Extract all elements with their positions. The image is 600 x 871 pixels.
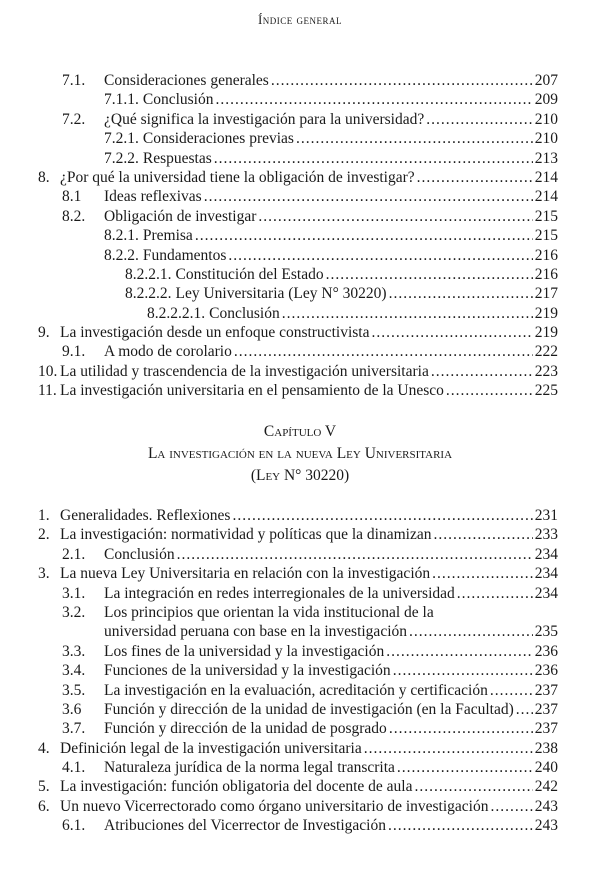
entry-title: Atribuciones del Vicerrector de Investigación (104, 817, 386, 835)
toc-entry[interactable] (0, 90, 600, 109)
dot-leader (433, 525, 532, 544)
toc-entry[interactable] (0, 506, 600, 525)
entry-title-line (104, 681, 558, 700)
entry-number: 4. (38, 739, 50, 757)
toc-entry[interactable] (0, 168, 600, 187)
dot-leader (397, 758, 533, 777)
dot-leader (516, 700, 533, 719)
dot-leader (228, 246, 532, 265)
entry-number: 7.2. (62, 110, 86, 128)
entry-title: Premisa (142, 227, 193, 245)
entry-title-line (104, 719, 558, 738)
dot-leader (491, 797, 533, 816)
toc-entry[interactable] (0, 777, 600, 796)
entry-title-line (125, 265, 558, 284)
dot-leader (432, 564, 533, 583)
dot-leader (389, 719, 533, 738)
entry-title-line (104, 700, 558, 719)
entry-title-line (104, 661, 558, 680)
entry-title: Función y dirección de la unidad de investigación (en la Facultad) (104, 700, 514, 718)
entry-title-line (60, 777, 558, 796)
entry-title: A modo de corolario (104, 343, 232, 361)
entry-title: Funciones de la universidad y la investigación (104, 662, 391, 680)
entry-title: Conclusión (142, 91, 214, 109)
entry-page: 238 (534, 739, 558, 757)
entry-title: Conclusión (209, 304, 280, 322)
entry-number: 8. (38, 168, 50, 186)
entry-page: 237 (534, 700, 558, 718)
entry-title: Definición legal de la investigación universitaria (60, 739, 362, 757)
toc-entry[interactable] (0, 226, 600, 245)
entry-number: 8.2.2.2. (125, 285, 172, 303)
entry-title-line (104, 246, 558, 265)
entry-title-line (104, 816, 558, 835)
toc-entry[interactable] (0, 342, 600, 361)
entry-number: 7.2.1. (104, 130, 139, 148)
entry-page: 214 (534, 188, 558, 206)
entry-number: 3.1. (62, 584, 86, 602)
toc-entry[interactable] (0, 661, 600, 680)
entry-page: 209 (534, 91, 558, 109)
toc-entry[interactable] (0, 739, 600, 758)
entry-title: Un nuevo Vicerrectorado como órgano universitario de investigación (60, 797, 489, 815)
dot-leader (282, 304, 533, 323)
dot-leader (258, 207, 532, 226)
dot-leader (388, 816, 533, 835)
entry-number: 8.2.2.1. (125, 265, 172, 283)
entry-number: 3.6 (62, 700, 82, 718)
entry-title: ¿Qué significa la investigación para la universidad? (104, 110, 425, 128)
entry-title-line (104, 187, 558, 206)
dot-leader (271, 71, 533, 90)
chapter-label: Capítulo V (263, 423, 337, 440)
entry-page: 222 (534, 343, 558, 361)
entry-page: 210 (534, 110, 558, 128)
toc-entry[interactable] (0, 525, 600, 544)
entry-page: 237 (534, 720, 558, 738)
dot-leader (426, 110, 533, 129)
dot-leader (204, 187, 533, 206)
dot-leader (389, 284, 533, 303)
entry-title: Función y dirección de la unidad de posgrado (104, 720, 387, 738)
toc-entry[interactable] (0, 71, 600, 90)
entry-page: 236 (534, 662, 558, 680)
toc-entry[interactable] (0, 284, 600, 303)
toc-entry[interactable] (0, 700, 600, 719)
entry-title-line (104, 207, 558, 226)
entry-title: La integración en redes interregionales de la universidad (104, 584, 455, 602)
entry-title: Generalidades. Reflexiones (60, 507, 231, 524)
dot-leader (195, 226, 533, 245)
entry-page: 214 (534, 168, 558, 186)
dot-leader (393, 661, 533, 680)
entry-title: ¿Por qué la universidad tiene la obligación de investigar? (60, 168, 415, 186)
entry-title: Constitución del Estado (175, 265, 324, 283)
entry-page: 219 (534, 304, 558, 322)
toc-entry[interactable] (0, 564, 600, 583)
entry-title-line (60, 797, 558, 816)
entry-title: La investigación en la evaluación, acreditación y certificación (104, 681, 488, 699)
entry-number: 3.3. (62, 642, 86, 660)
dot-leader (415, 777, 533, 796)
entry-title: La investigación: normatividad y políticas que la dinamizan (60, 526, 432, 544)
entry-number: 3.4. (62, 662, 86, 680)
entry-title: Respuestas (142, 149, 212, 167)
toc-entry[interactable] (0, 816, 600, 835)
dot-leader (232, 506, 532, 525)
entry-title-line (60, 506, 558, 525)
entry-title-line (104, 642, 558, 661)
entry-page: 219 (534, 324, 558, 342)
entry-number: 7.1. (62, 72, 86, 89)
toc-entry[interactable] (0, 265, 600, 284)
entry-title: Consideraciones previas (142, 130, 294, 148)
entry-number: 5. (38, 778, 50, 796)
entry-number: 9. (38, 324, 50, 342)
toc-entry[interactable] (0, 207, 600, 226)
entry-title: Ideas reflexivas (104, 188, 202, 206)
entry-number: 3.5. (62, 681, 86, 699)
entry-number: 8.2.1. (104, 227, 139, 245)
entry-number: 10. (38, 362, 58, 380)
entry-title: Obligación de investigar (104, 207, 257, 225)
entry-title-line (104, 342, 558, 361)
entry-page: 237 (534, 681, 558, 699)
toc-entry[interactable] (0, 797, 600, 816)
entry-page: 215 (534, 207, 558, 225)
entry-page: 233 (534, 526, 558, 544)
entry-number: 2. (38, 526, 50, 544)
entry-page: 216 (534, 246, 558, 264)
entry-page: 242 (534, 778, 558, 796)
entry-number: 3. (38, 565, 50, 583)
chapter-subtitle: (Ley N° 30220) (250, 467, 350, 484)
dot-leader (446, 381, 533, 400)
entry-page: 234 (534, 565, 558, 583)
entry-title: Los fines de la universidad y la investigación (104, 642, 385, 660)
toc-entry[interactable] (0, 584, 600, 603)
entry-title-line (60, 564, 558, 583)
dot-leader (296, 129, 533, 148)
entry-number: 6.1. (62, 817, 86, 835)
entry-title-line (60, 525, 558, 544)
entry-title-line (104, 603, 558, 622)
entry-number: 8.2.2. (104, 246, 139, 264)
entry-number: 3.7. (62, 720, 86, 738)
entry-title-line (60, 381, 558, 400)
entry-title-line (104, 622, 558, 641)
entry-page: 243 (534, 797, 558, 815)
dot-leader (216, 90, 533, 109)
entry-title-line (104, 226, 558, 245)
toc-section-previous (0, 71, 600, 401)
entry-page: 223 (534, 362, 558, 380)
entry-number: 9.1. (62, 343, 86, 361)
toc-entry[interactable] (0, 323, 600, 342)
entry-title: La investigación universitaria en el pensamiento de la Unesco (60, 382, 444, 400)
entry-title: Conclusión (104, 545, 175, 563)
toc-section-chapter-v (0, 506, 600, 836)
entry-page: 225 (534, 382, 558, 400)
entry-number: 6. (38, 797, 50, 815)
entry-title-line (104, 90, 558, 109)
toc-entry[interactable] (0, 149, 600, 168)
entry-title: Ley Universitaria (Ley N° 30220) (175, 285, 387, 303)
dot-leader (234, 342, 533, 361)
entry-number: 2.1. (62, 545, 86, 563)
toc-entry[interactable] (0, 110, 600, 129)
entry-title-line (104, 110, 558, 129)
entry-title-line (104, 149, 558, 168)
toc-entry[interactable] (0, 681, 600, 700)
entry-title-line (104, 545, 558, 564)
entry-number: 8.2. (62, 207, 86, 225)
entry-title: Naturaleza jurídica de la norma legal transcrita (104, 759, 395, 777)
toc-entry[interactable] (0, 719, 600, 738)
entry-title-line (104, 758, 558, 777)
toc-entry[interactable] (0, 246, 600, 265)
entry-page: 234 (534, 545, 558, 563)
entry-page: 236 (534, 642, 558, 660)
dot-leader (214, 149, 533, 168)
running-head: Índice general (257, 12, 343, 27)
entry-title-line (60, 362, 558, 381)
entry-title-line (104, 584, 558, 603)
toc-entry[interactable] (0, 642, 600, 661)
entry-title: La utilidad y trascendencia de la investigación universitaria (60, 362, 429, 380)
entry-page: 231 (534, 507, 558, 524)
toc-entry[interactable] (0, 304, 600, 323)
entry-page: 216 (534, 265, 558, 283)
entry-page: 243 (534, 817, 558, 835)
dot-leader (386, 642, 533, 661)
entry-number: 8.2.2.2.1. (147, 304, 206, 322)
entry-title-line (125, 284, 558, 303)
toc-entry[interactable] (0, 758, 600, 777)
entry-number: 8.1 (62, 188, 82, 206)
entry-number: 7.2.2. (104, 149, 139, 167)
entry-title-line (147, 304, 558, 323)
entry-title: Consideraciones generales (104, 72, 269, 89)
entry-title-line (60, 168, 558, 187)
entry-page: 207 (534, 72, 558, 89)
entry-title-line (60, 323, 558, 342)
toc-entry[interactable] (0, 381, 600, 400)
entry-title: La investigación: función obligatoria del docente de aula (60, 778, 413, 796)
entry-title: Fundamentos (142, 246, 227, 264)
entry-number: 3.2. (62, 603, 86, 621)
entry-title-continued: universidad peruana con base en la investigación (104, 623, 407, 641)
dot-leader (177, 545, 533, 564)
entry-title: La nueva Ley Universitaria en relación con la investigación (60, 565, 431, 583)
dot-leader (417, 168, 533, 187)
entry-page: 217 (534, 285, 558, 303)
entry-page: 213 (534, 149, 558, 167)
entry-page: 240 (534, 759, 558, 777)
entry-number: 1. (38, 507, 50, 524)
toc-entry[interactable] (0, 129, 600, 148)
chapter-title: La investigación en la nueva Ley Universitaria (147, 445, 453, 462)
entry-page: 215 (534, 227, 558, 245)
dot-leader (431, 362, 533, 381)
toc-entry[interactable] (0, 603, 600, 622)
toc-entry-continuation (0, 622, 600, 641)
entry-title: La investigación desde un enfoque constructivista (60, 324, 370, 342)
entry-number: 4.1. (62, 759, 86, 777)
toc-entry[interactable] (0, 545, 600, 564)
entry-title: Los principios que orientan la vida institucional de la (104, 603, 434, 621)
toc-entry[interactable] (0, 187, 600, 206)
entry-page: 235 (534, 623, 558, 641)
dot-leader (490, 681, 533, 700)
entry-title-line (104, 71, 558, 90)
entry-page: 234 (534, 584, 558, 602)
entry-page: 210 (534, 130, 558, 148)
entry-title-line (60, 739, 558, 758)
dot-leader (371, 323, 532, 342)
entry-number: 11. (38, 382, 57, 400)
entry-title-line (104, 129, 558, 148)
toc-entry[interactable] (0, 362, 600, 381)
entry-number: 7.1.1. (104, 91, 139, 109)
dot-leader (326, 265, 533, 284)
dot-leader (364, 739, 533, 758)
dot-leader (457, 584, 533, 603)
dot-leader (409, 622, 533, 641)
